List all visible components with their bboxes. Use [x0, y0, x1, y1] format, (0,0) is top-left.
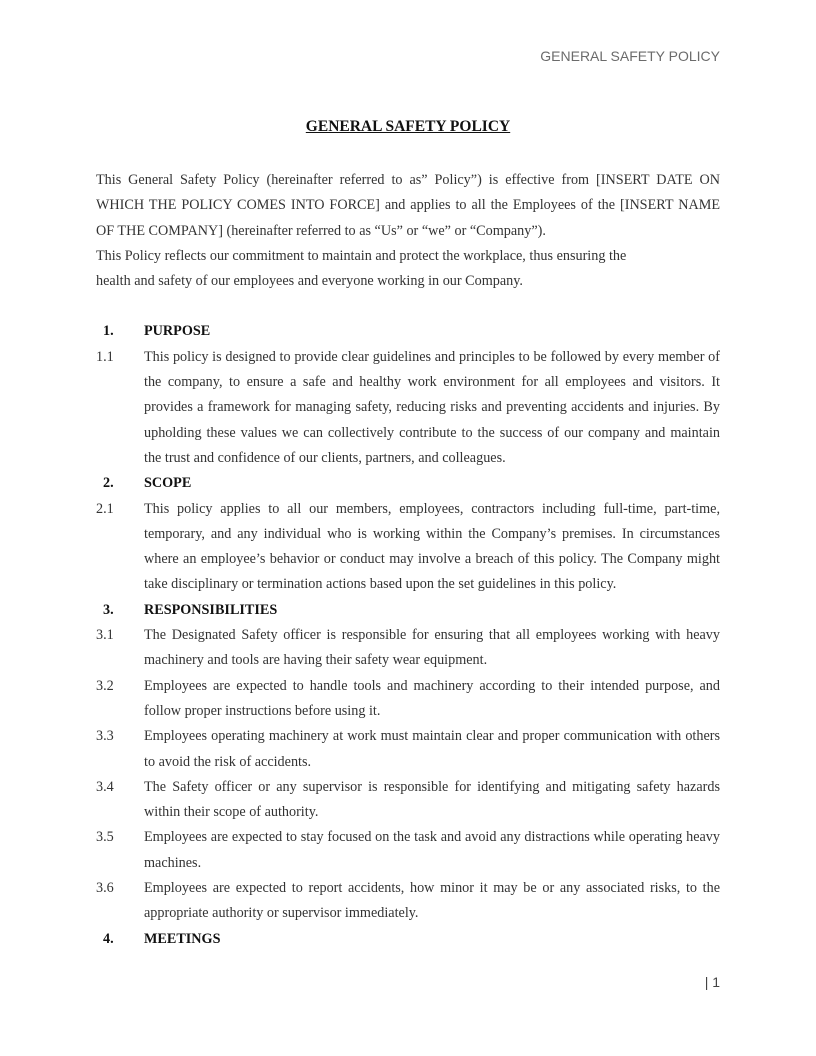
- clause-2-1: [96, 497, 720, 598]
- intro-line-2: health and safety of our employees and everyone working in our Company.: [96, 273, 523, 290]
- clause-text: Employees are expected to handle tools and machinery according to their intended purpose, and follow proper instructions before using it.: [144, 677, 720, 719]
- clause-number: 1.1: [96, 348, 114, 365]
- page-number: | 1: [704, 974, 720, 990]
- clause-3-6: [96, 876, 720, 927]
- section-title: RESPONSIBILITIES: [144, 601, 278, 618]
- clause-number: 3.1: [96, 627, 114, 644]
- section-heading-purpose: [96, 319, 720, 344]
- intro-line-1: This Policy reflects our commitment to maintain and protect the workplace, thus ensuring the: [96, 247, 627, 264]
- section-title: SCOPE: [144, 475, 192, 492]
- clause-text: The Safety officer or any supervisor is responsible for identifying and mitigating safety hazards within their scope of authority.: [144, 778, 720, 821]
- clause-3-1: [96, 623, 720, 674]
- clause-text: This policy applies to all our members, employees, contractors including full-time, part-time, temporary, and any individual who is working within the Company’s premises. In circumstances where an employee’s behavior or conduct may involve a breach of this policy. The Company might take disciplinary or termination actions based upon the set guidelines in this policy.: [144, 500, 720, 593]
- clause-text: The Designated Safety officer is responsible for ensuring that all employees working with heavy machinery and tools are having their safety wear equipment.: [144, 627, 720, 669]
- page-header: GENERAL SAFETY POLICY: [540, 48, 720, 64]
- clause-3-5: [96, 825, 720, 876]
- section-number: 4.: [103, 930, 114, 947]
- clause-number: 3.3: [96, 728, 114, 745]
- intro-paragraph: This General Safety Policy (hereinafter referred to as” Policy”) is effective from [INSERT DATE ON WHICH THE POLICY COMES INTO FORCE] and applies to all the Employees of the [INSERT NAME OF THE COMPANY] (hereinafter referred to as “Us” or “we” or “Company”).: [96, 172, 720, 239]
- section-heading-meetings: [96, 927, 720, 952]
- clause-number: 2.1: [96, 500, 114, 517]
- spacer: [96, 294, 720, 319]
- section-number: 3.: [103, 601, 114, 618]
- section-heading-responsibilities: [96, 598, 720, 623]
- clause-3-3: [96, 724, 720, 775]
- clause-3-4: [96, 775, 720, 826]
- clause-text: Employees operating machinery at work must maintain clear and proper communication with others to avoid the risk of accidents.: [144, 728, 720, 770]
- document-body: [96, 168, 720, 952]
- section-number: 2.: [103, 475, 114, 492]
- clause-1-1: [96, 345, 720, 471]
- clause-number: 3.5: [96, 829, 114, 846]
- section-number: 1.: [103, 323, 114, 340]
- clause-number: 3.2: [96, 677, 114, 694]
- clause-3-2: [96, 674, 720, 725]
- section-heading-scope: [96, 471, 720, 496]
- document-title: GENERAL SAFETY POLICY: [305, 118, 511, 135]
- clause-text: Employees are expected to stay focused on the task and avoid any distractions while operating heavy machines.: [144, 829, 720, 871]
- clause-text: This policy is designed to provide clear guidelines and principles to be followed by every member of the company, to ensure a safe and healthy work environment for all employees and visitors. It provides a framework for managing safety, reducing risks and preventing accidents and injuries. By upholding these values we can collectively contribute to the success of our company and maintain the trust and confidence of our clients, partners, and colleagues.: [144, 348, 720, 466]
- section-title: PURPOSE: [144, 323, 211, 340]
- clause-number: 3.4: [96, 778, 114, 795]
- clause-number: 3.6: [96, 880, 114, 897]
- section-title: MEETINGS: [144, 930, 221, 947]
- clause-text: Employees are expected to report accidents, how minor it may be or any associated risks, to the appropriate authority or supervisor immediately.: [144, 880, 720, 922]
